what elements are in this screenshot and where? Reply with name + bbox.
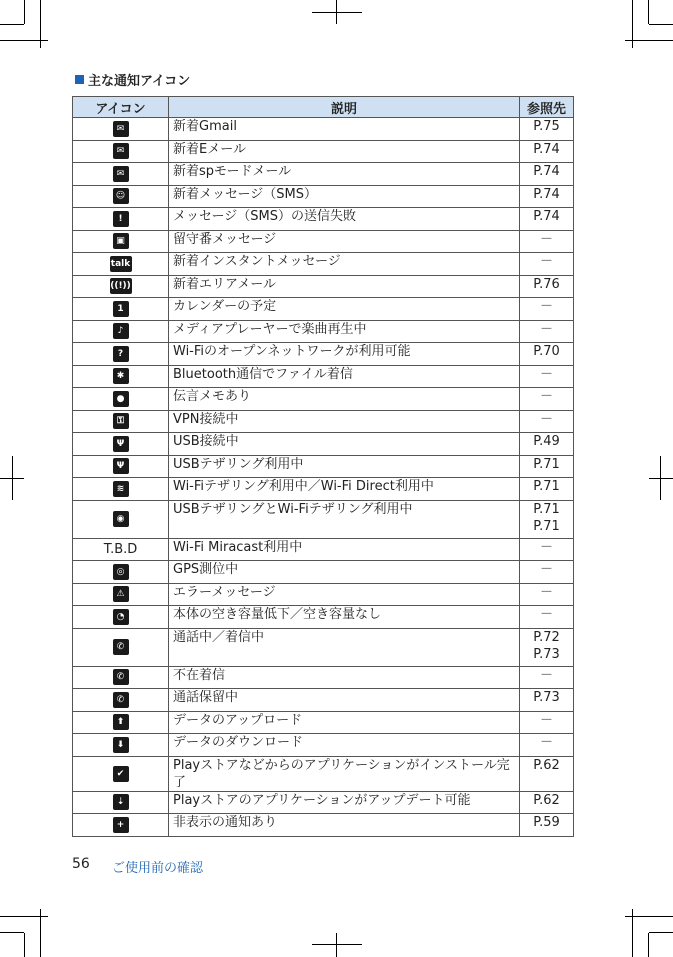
reference-page: － [539,584,553,600]
reference-cell [520,734,574,757]
icon-cell [73,410,169,433]
reference-page: － [539,366,553,382]
crop-mark [660,456,661,500]
table-row [73,791,574,814]
icon-cell [73,478,169,501]
table-row [73,185,574,208]
section-heading-text: 主な通知アイコン [88,74,191,89]
spmail-icon: ✉ [113,166,129,182]
table-row [73,275,574,298]
description-cell: 新着インスタントメッセージ [169,253,520,276]
description-cell: 通話保留中 [169,689,520,712]
crop-mark [632,0,633,48]
icon-cell [73,500,169,538]
table-row [73,410,574,433]
reference-page: P.62 [533,792,560,808]
table-row [73,711,574,734]
reference-cell [520,628,574,666]
download-icon: ⬇ [113,737,129,753]
reference-page: P.76 [533,276,560,292]
talk-icon: talk [110,256,132,272]
description-cell: メッセージ（SMS）の送信失敗 [169,208,520,231]
description-cell: Playストアなどからのアプリケーションがインストール完了 [169,756,520,791]
wifi-available-icon: ? [113,346,129,362]
reference-page: － [539,231,553,247]
description-cell: エラーメッセージ [169,583,520,606]
storage-low-icon: ◔ [113,609,129,625]
table-row [73,756,574,791]
reference-cell [520,118,574,141]
table-row [73,666,574,689]
reference-page: P.74 [533,164,560,179]
table-row [73,606,574,629]
description-cell: 本体の空き容量低下／空き容量なし [169,606,520,629]
reference-cell [520,320,574,343]
crop-mark [24,0,25,24]
icon-cell [73,814,169,837]
music-icon: ♪ [113,323,129,339]
sms-failed-icon: ! [113,211,129,227]
icon-cell [73,583,169,606]
reference-page: P.71 [533,501,560,517]
table-row [73,433,574,456]
table-row [73,628,574,666]
crop-mark [648,0,649,24]
icon-cell [73,606,169,629]
reference-cell [520,388,574,411]
table-row [73,561,574,584]
usb-icon: Ψ [113,436,129,452]
upload-icon: ⬆ [113,714,129,730]
reference-page: － [539,562,553,577]
reference-cell [520,433,574,456]
area-mail-icon: ((!)) [110,278,132,294]
update-available-icon: ⇣ [113,794,129,810]
reference-page: － [539,321,553,337]
wifi-tether-icon: ≋ [113,481,129,497]
icon-cell [73,275,169,298]
usb-tether-icon: Ψ [113,458,129,474]
icon-cell [73,185,169,208]
icon-cell [73,208,169,231]
description-cell: データのダウンロード [169,734,520,757]
reference-page: P.72 [533,629,560,645]
table-row [73,388,574,411]
icon-cell [73,455,169,478]
icon-cell [73,230,169,253]
reference-page: － [539,389,553,404]
reference-cell [520,410,574,433]
reference-page: － [539,411,553,427]
icon-cell [73,628,169,666]
install-complete-icon: ✔ [113,766,129,782]
reference-page: － [539,539,553,555]
icon-cell [73,689,169,712]
crop-mark [312,944,362,945]
reference-cell [520,606,574,629]
description-cell: 通話中／着信中 [169,628,520,666]
crop-mark [40,909,41,957]
reference-cell [520,253,574,276]
reference-cell [520,689,574,712]
table-row [73,230,574,253]
icon-cell [73,791,169,814]
page-number: 56 [72,856,90,872]
description-cell: カレンダーの予定 [169,298,520,321]
missed-call-icon: ✆ [113,669,129,685]
description-cell: メディアプレーヤーで楽曲再生中 [169,320,520,343]
reference-cell [520,455,574,478]
description-cell: 不在着信 [169,666,520,689]
icon-cell [73,253,169,276]
table-row [73,298,574,321]
vpn-key-icon: ⚿ [113,413,129,429]
icon-cell [73,433,169,456]
reference-cell [520,208,574,231]
icon-cell [73,140,169,163]
table-row [73,500,574,538]
header-icon: アイコン [73,97,169,118]
description-cell: USBテザリングとWi-Fiテザリング利用中 [169,500,520,538]
notification-icon-table [72,96,574,837]
reference-page: P.49 [533,434,560,449]
reference-cell [520,478,574,501]
reference-cell [520,185,574,208]
gps-icon: ◎ [113,564,129,580]
reference-cell [520,711,574,734]
header-desc: 説明 [169,97,520,118]
description-cell: 新着spモードメール [169,163,520,186]
reference-page: P.75 [533,119,560,134]
bluetooth-icon: ✱ [113,368,129,384]
reference-page: P.73 [533,646,560,662]
crop-mark [40,0,41,48]
reference-cell [520,814,574,837]
description-cell: Wi-Fi Miracast利用中 [169,538,520,561]
crop-mark [12,456,13,500]
table-row [73,320,574,343]
icon-cell [73,388,169,411]
table-row [73,538,574,561]
description-cell: Wi-Fiテザリング利用中／Wi-Fi Direct利用中 [169,478,520,501]
icon-cell [73,343,169,366]
error-icon: ⚠ [113,586,129,602]
reference-page: P.62 [533,757,560,773]
crop-mark [0,932,24,933]
section-title: ご使用前の確認 [112,861,204,876]
sms-icon: ☺ [113,188,129,204]
reference-cell [520,791,574,814]
call-hold-icon: ✆ [113,692,129,708]
crop-mark [0,24,24,25]
icon-cell [73,561,169,584]
icon-cell [73,298,169,321]
reference-page: P.73 [533,690,560,705]
crop-mark [632,909,633,957]
description-cell: Bluetooth通信でファイル着信 [169,365,520,388]
reference-page: P.59 [533,815,560,830]
reference-cell [520,275,574,298]
crop-mark [649,478,673,479]
reference-page: P.71 [533,456,560,472]
reference-page: P.74 [533,141,560,157]
description-cell: 新着Gmail [169,118,520,141]
description-cell: 新着エリアメール [169,275,520,298]
icon-cell [73,666,169,689]
crop-mark [336,0,337,24]
table-row [73,455,574,478]
reference-cell [520,756,574,791]
table-row [73,734,574,757]
reference-page: P.74 [533,186,560,202]
icon-cell [73,163,169,186]
reference-cell [520,163,574,186]
table-row [73,208,574,231]
icon-cell [73,320,169,343]
table-row [73,365,574,388]
reference-page: P.74 [533,209,560,224]
header-ref: 参照先 [520,97,574,118]
reference-page: － [539,254,553,269]
description-cell: Playストアのアプリケーションがアップデート可能 [169,791,520,814]
reference-page: － [539,735,553,750]
reference-page: － [539,667,553,683]
reference-cell [520,230,574,253]
voicemail-icon: ▣ [113,233,129,249]
description-cell: VPN接続中 [169,410,520,433]
reference-page: － [539,712,553,728]
icon-cell [73,118,169,141]
tbd-label: T.B.D [103,541,138,557]
table-row [73,343,574,366]
reference-cell [520,365,574,388]
crop-mark [649,932,673,933]
description-cell: 留守番メッセージ [169,230,520,253]
crop-mark [336,933,337,957]
reference-cell [520,666,574,689]
icon-cell [73,365,169,388]
reference-page: P.71 [533,479,560,494]
table-row [73,140,574,163]
icon-cell [73,734,169,757]
section-heading [75,70,190,89]
reference-cell [520,140,574,163]
voice-memo-icon: ● [113,391,129,407]
reference-cell [520,343,574,366]
crop-mark [312,12,362,13]
reference-cell [520,583,574,606]
crop-mark [649,24,673,25]
square-bullet-icon [75,75,84,84]
gmail-icon: ✉ [113,121,129,137]
description-cell: データのアップロード [169,711,520,734]
description-cell: Wi-Fiのオープンネットワークが利用可能 [169,343,520,366]
description-cell: 非表示の通知あり [169,814,520,837]
table-row [73,478,574,501]
table-row [73,163,574,186]
crop-mark [24,933,25,957]
description-cell: 新着Eメール [169,140,520,163]
table-row [73,583,574,606]
icon-cell [73,756,169,791]
reference-page: P.71 [533,518,560,534]
calendar-icon: 1 [113,301,129,317]
table-row [73,118,574,141]
reference-page: － [539,607,553,622]
table-row [73,814,574,837]
table-row [73,253,574,276]
description-cell: GPS測位中 [169,561,520,584]
reference-page: － [539,299,553,314]
reference-cell [520,561,574,584]
description-cell: 新着メッセージ（SMS） [169,185,520,208]
table-row [73,689,574,712]
tether-both-icon: ◉ [113,511,129,527]
call-icon: ✆ [113,639,129,655]
description-cell: USB接続中 [169,433,520,456]
reference-cell [520,298,574,321]
email-icon: ✉ [113,143,129,159]
hidden-notice-icon: + [113,817,129,833]
icon-cell [73,538,169,561]
crop-mark [648,933,649,957]
description-cell: 伝言メモあり [169,388,520,411]
icon-cell [73,711,169,734]
reference-cell [520,538,574,561]
reference-page: P.70 [533,344,560,359]
description-cell: USBテザリング利用中 [169,455,520,478]
reference-cell [520,500,574,538]
